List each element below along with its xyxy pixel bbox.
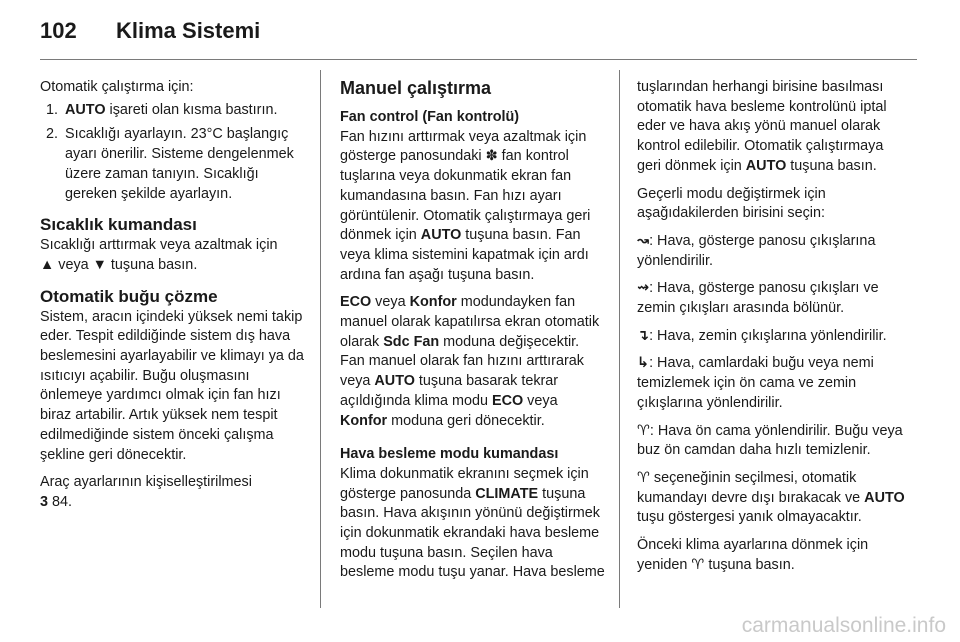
auto-steps (40, 101, 306, 205)
mode-floor: ↴: Hava, zemin çıkışlarına yönlendirilir. (637, 327, 905, 347)
heading-manual: Manuel çalıştırma (340, 78, 492, 98)
fan-paragraph-1: Fan hızını arttırmak veya azaltmak için gösterge panosundaki ✽ fan kontrol tuşlarına veya dokunmatik ekran fan kumandasına basın. Fan hızı ayarı görüntülenir. Otomatik çalıştırmaya geri dönmek için AUTO tuşuna basın. Fan veya klima sistemini kapatmak için ardı ardına fan aşağı tuşuna basın. (340, 128, 591, 283)
step-number: 1. (46, 101, 59, 118)
column-right (637, 78, 905, 583)
bilevel-mode-icon: ⇝ (637, 280, 650, 297)
watermark: carmanualsonline.info (741, 614, 946, 637)
page-number: 102 (40, 18, 77, 43)
column-left (40, 78, 306, 521)
triangle-up-icon: ▲ (40, 256, 55, 273)
select-mode-text: Geçerli modu değiştirmek için aşağıdakilerden birisini seçin: (637, 185, 826, 222)
mode-vent: ↝: Hava, gösterge panosu çıkışlarına yönlendirilir. (637, 232, 876, 269)
defrost-icon: ♈ (637, 422, 650, 439)
mode-defog: ↳: Hava, camlardaki buğu veya nemi temizlemek için ön cama ve zemin çıkışlarına yönlendirilir. (637, 355, 874, 411)
heading-air-delivery: Hava besleme modu kumandası (340, 446, 559, 463)
heading-temperature: Sıcaklık kumandası (40, 215, 197, 235)
restore-text: Önceki klima ayarlarına dönmek için yeniden ♈ tuşuna basın. (637, 536, 905, 575)
defog-mode-icon: ↳ (637, 355, 650, 372)
defog-text: Sistem, aracın içindeki yüksek nemi takip eder. Tespit edildiğinde sistem dış hava beslemesini ayarlayabilir ve klimayı ya da ısıtıcıyı açabilir. Buğu oluşmasını önlemeye yardımcı olmak için fan hızı biraz artabilir. Artık yüksek nem tespit edilmediğinde sistem önceki çalışma şekline geri dönecektir. (40, 308, 304, 463)
auto-key: AUTO (65, 101, 106, 118)
air-delivery-text: Klima dokunmatik ekranını seçmek için gösterge panosunda CLIMATE tuşuna basın. Hava akışının yönünü değiştirmek için dokunmatik ekrandaki hava besleme modu tuşuna basın. Seçilen hava besleme modu tuşu yanar. Hava besleme (340, 465, 605, 581)
override-text: tuşlarından herhangi birisine basılması otomatik hava besleme kontrolünü iptal eder ve hava akış yönü manuel olarak kontrol edilebilir. Otomatik çalıştırmaya geri dönmek için AUTO tuşuna basın. (637, 79, 887, 174)
page-title: Klima Sistemi (116, 18, 261, 43)
heading-defog: Otomatik buğu çözme (40, 286, 218, 306)
column-middle (340, 78, 606, 591)
mode-defrost: ♈: Hava ön cama yönlendirilir. Buğu veya buz ön camdan daha hızlı temizlenir. (637, 422, 903, 459)
floor-mode-icon: ↴ (637, 327, 650, 344)
step-number: 2. (46, 126, 59, 143)
list-item (40, 101, 306, 121)
column-divider-2 (619, 70, 620, 608)
defrost-note: ♈ seçeneğinin seçilmesi, otomatik kumandayı devre dışı bırakacak ve AUTO tuşu göstergesi yanık olmayacaktır. (637, 469, 905, 526)
settings-reference: Araç ayarlarının kişiselleştirilmesi 3 84. (40, 473, 306, 512)
fan-icon: ✽ (485, 148, 498, 165)
list-item (40, 125, 306, 204)
mode-bilevel: ⇝: Hava, gösterge panosu çıkışları ve zemin çıkışları arasında bölünür. (637, 280, 879, 317)
triangle-down-icon: ▼ (92, 256, 107, 273)
fan-paragraph-2: ECO veya Konfor modundayken fan manuel olarak kapatılırsa ekran otomatik olarak Sdc Fan moduna değişecektir. Fan manuel olarak fan hızını arttırarak veya AUTO tuşuna basarak tekrar açıldığında klima modu ECO veya Konfor moduna geri dönecektir. (340, 294, 600, 429)
page-reference-icon: 3 (40, 493, 49, 510)
step-text: Sıcaklığı ayarlayın. 23°C başlangıç ayarı önerilir. Sisteme dengelenmek üzere zaman tanıyın. Sıcaklığı gereken şekilde ayarlayın. (65, 126, 294, 202)
vent-mode-icon: ↝ (637, 232, 650, 249)
temperature-text: Sıcaklığı arttırmak veya azaltmak için ▲ veya ▼ tuşuna basın. (40, 236, 306, 275)
heading-fan-control: Fan control (Fan kontrolü) (340, 109, 520, 125)
header-rule (40, 59, 917, 60)
column-divider-1 (320, 70, 321, 608)
defrost-icon: ♈ (637, 469, 650, 486)
step-text: işareti olan kısma bastırın. (105, 101, 278, 118)
defrost-icon: ♈ (691, 556, 705, 573)
auto-intro: Otomatik çalıştırma için: (40, 79, 194, 95)
